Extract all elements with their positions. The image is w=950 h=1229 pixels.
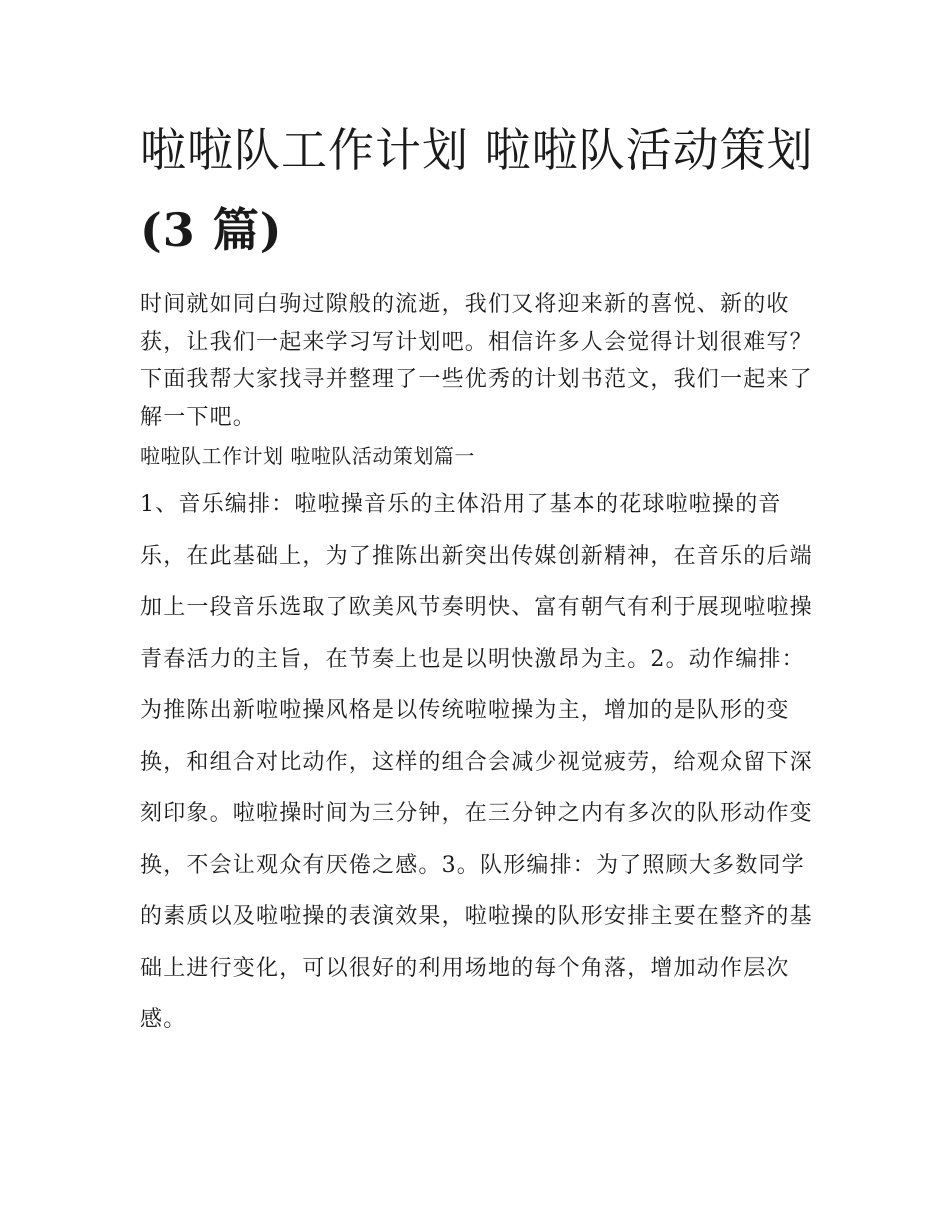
body-paragraph: 1、音乐编排：啦啦操音乐的主体沿用了基本的花球啦啦操的音乐，在此基础上，为了推陈出新突出传媒创新精神，在音乐的后端加上一段音乐选取了欧美风节奏明快、富有朝气有利于展现啦啦操青春活力的主旨，在节奏上也是以明快激昂为主。2。动作编排：为推陈出新啦啦操风格是以传统啦啦操为主，增加的是队形的变换，和组合对比动作，这样的组合会减少视觉疲劳，给观众留下深刻印象。啦啦操时间为三分钟，在三分钟之内有多次的队形动作变换，不会让观众有厌倦之感。3。队形编排：为了照顾大多数同学的素质以及啦啦操的表演效果，啦啦操的队形安排主要在整齐的基础上进行变化，可以很好的利用场地的每个角落，增加动作层次感。 — [140, 492, 813, 1032]
document-title-main: 啦啦队工作计划 啦啦队活动策划 — [140, 123, 814, 177]
section-heading: 啦啦队工作计划 啦啦队活动策划篇一 — [140, 444, 475, 468]
document-title-suffix: (3 篇) — [140, 203, 283, 257]
document-title — [140, 110, 820, 270]
document-page — [140, 110, 820, 1046]
intro-paragraph: 时间就如同白驹过隙般的流逝，我们又将迎来新的喜悦、新的收获，让我们一起来学习写计划吧。相信许多人会觉得计划很难写？下面我帮大家找寻并整理了一些优秀的计划书范文，我们一起来了解一下吧。 — [140, 292, 813, 430]
